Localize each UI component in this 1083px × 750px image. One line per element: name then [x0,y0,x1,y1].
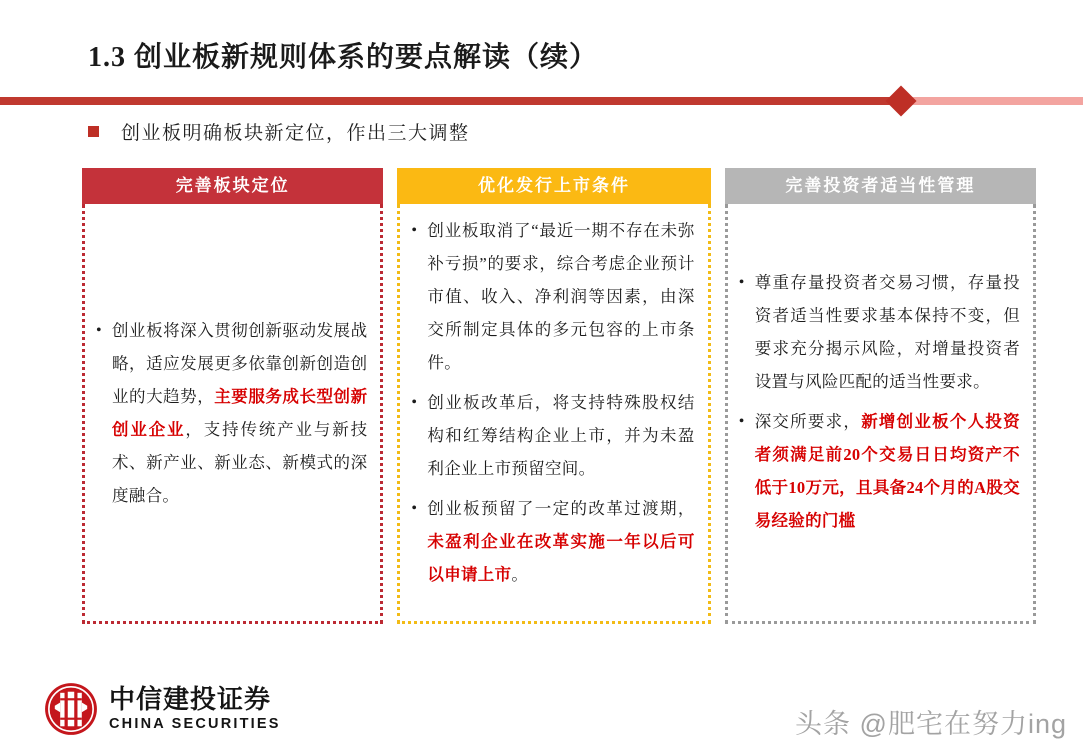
subheading [88,118,470,145]
watermark-text: 头条 @肥宅在努力ing [795,709,1067,739]
bullet-text: 创业板预留了一定的改革过渡期， [427,499,695,518]
column-complete-board-positioning [82,168,383,624]
column-1-body [82,204,383,624]
column-2-bullet-list [410,214,694,591]
bullet-item [738,405,1020,537]
bullet-text: 创业板改革后，将支持特殊股权结构和红筹结构企业上市，并为未盈利企业上市预留空间。 [427,393,695,478]
bullet-text: 深交所要求， [754,412,862,431]
bullet-text: ，支持传统产业与新技术、新产业、新业态、新模式的深度融合。 [112,419,368,505]
column-2-header: 优化发行上市条件 [397,168,710,204]
bullet-item [410,386,694,485]
bullet-text: 创业板将深入贯彻创新驱动发展战略，适应发展更多依靠创新创造创业的大趋势， [112,320,368,406]
logo-name-en: CHINA SECURITIES [109,715,281,732]
three-column-panel [82,168,1036,624]
company-logo [44,682,281,736]
column-2-body [397,204,710,624]
column-3-header: 完善投资者适当性管理 [725,168,1036,204]
title-divider [0,89,1083,113]
logo-text-block [109,684,281,732]
bullet-item [738,266,1020,398]
page-title: 1.3 创业板新规则体系的要点解读（续） [88,42,599,73]
bullet-text: 创业板取消了“最近一期不存在未弥补亏损”的要求，综合考虑企业预计市值、收入、净利润等因素，由深交所制定具体的多元包容的上市条件。 [427,221,695,372]
highlighted-text: 主要服务成长型创新创业企业 [112,386,368,439]
bullet-text: 尊重存量投资者交易习惯，存量投资者适当性要求基本保持不变，但要求充分揭示风险，对增量投资者设置与风险匹配的适当性要求。 [754,273,1020,391]
bullet-item [410,492,694,591]
column-1-header: 完善板块定位 [82,168,383,204]
logo-name-cn: 中信建投证券 [109,684,272,714]
divider-bar-dark [0,97,897,105]
column-3-body [725,204,1036,624]
bullet-item [410,214,694,379]
bullet-text: 。 [511,565,529,584]
highlighted-text: 未盈利企业在改革实施一年以后可以申请上市 [427,532,695,584]
divider-bar-light [912,97,1083,105]
divider-diamond-icon [885,85,916,116]
column-3-bullet-list [738,266,1020,537]
bullet-item [95,314,367,512]
column-investor-suitability [725,168,1036,624]
subheading-label: 创业板明确板块新定位，作出三大调整 [121,123,470,144]
column-optimize-listing-conditions [397,168,710,624]
highlighted-text: 新增创业板个人投资者须满足前20个交易日日均资产不低于10万元，且具备24个月的A股交易经验的门槛 [754,412,1020,530]
square-bullet-icon [88,126,99,137]
china-securities-emblem-icon [44,682,98,736]
column-1-bullet-list [95,314,367,512]
